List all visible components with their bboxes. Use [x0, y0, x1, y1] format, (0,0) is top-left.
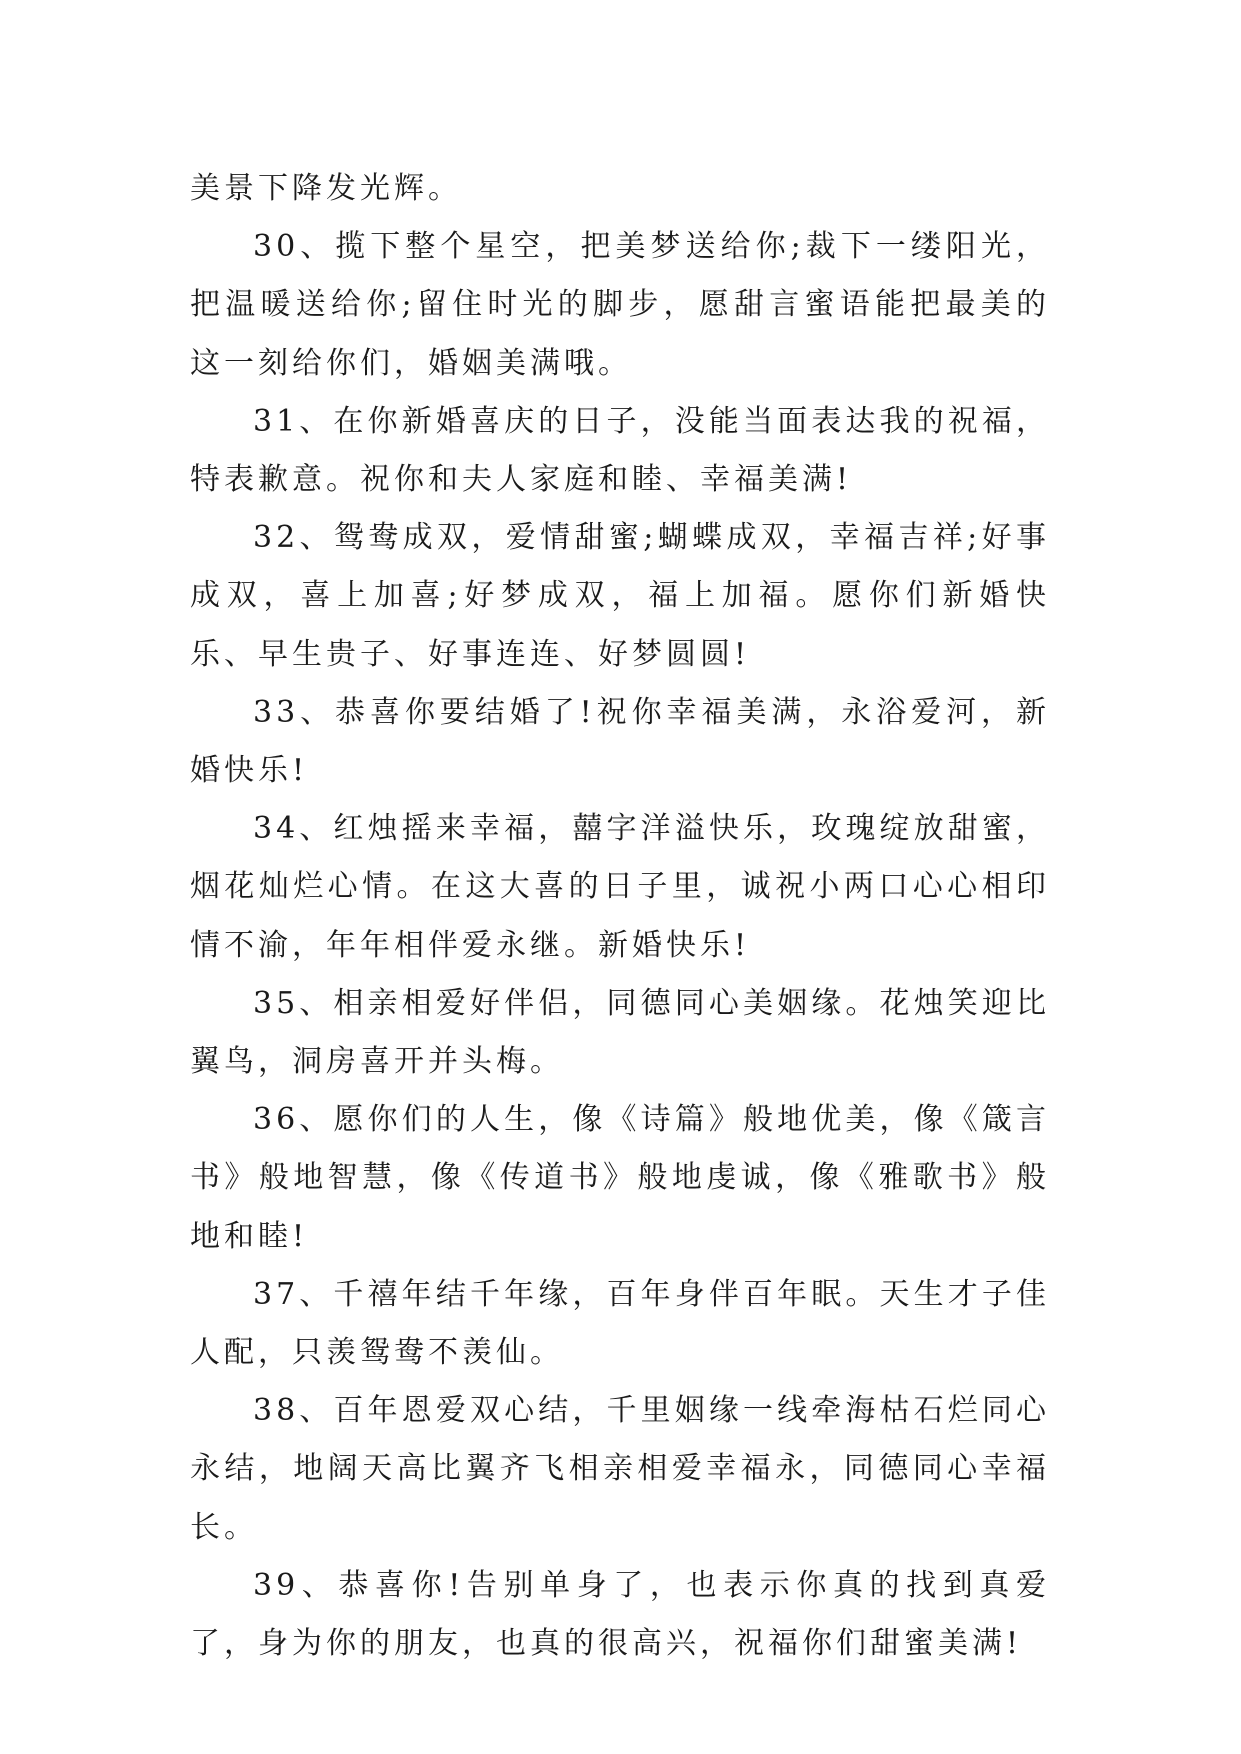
paragraph-33: 33、恭喜你要结婚了!祝你幸福美满，永浴爱河，新婚快乐!	[190, 694, 1050, 789]
paragraph-39: 39、恭喜你!告别单身了，也表示你真的找到真爱了，身为你的朋友，也真的很高兴，祝福你们甜蜜美满!	[190, 1567, 1050, 1662]
paragraph-31: 31、在你新婚喜庆的日子，没能当面表达我的祝福，特表歉意。祝你和夫人家庭和睦、幸福美满!	[190, 403, 1050, 498]
document-body	[190, 160, 1050, 1673]
paragraph-37: 37、千禧年结千年缘，百年身伴百年眠。天生才子佳人配，只羡鸳鸯不羡仙。	[190, 1276, 1050, 1371]
paragraph-35: 35、相亲相爱好伴侣，同德同心美姻缘。花烛笑迎比翼鸟，洞房喜开并头梅。	[190, 985, 1050, 1080]
paragraph-32: 32、鸳鸯成双，爱情甜蜜;蝴蝶成双，幸福吉祥;好事成双，喜上加喜;好梦成双，福上加福。愿你们新婚快乐、早生贵子、好事连连、好梦圆圆!	[190, 520, 1050, 672]
paragraph-30: 30、揽下整个星空，把美梦送给你;裁下一缕阳光，把温暖送给你;留住时光的脚步，愿甜言蜜语能把最美的这一刻给你们，婚姻美满哦。	[190, 229, 1050, 381]
paragraph-continuation: 美景下降发光辉。	[190, 171, 462, 206]
paragraph-36: 36、愿你们的人生，像《诗篇》般地优美，像《箴言书》般地智慧，像《传道书》般地虔诚，像《雅歌书》般地和睦!	[190, 1102, 1050, 1254]
paragraph-34: 34、红烛摇来幸福，囍字洋溢快乐，玫瑰绽放甜蜜，烟花灿烂心情。在这大喜的日子里，诚祝小两口心心相印情不渝，年年相伴爱永继。新婚快乐!	[190, 811, 1050, 963]
paragraph-38: 38、百年恩爱双心结，千里姻缘一线牵海枯石烂同心永结，地阔天高比翼齐飞相亲相爱幸福永，同德同心幸福长。	[190, 1393, 1050, 1545]
